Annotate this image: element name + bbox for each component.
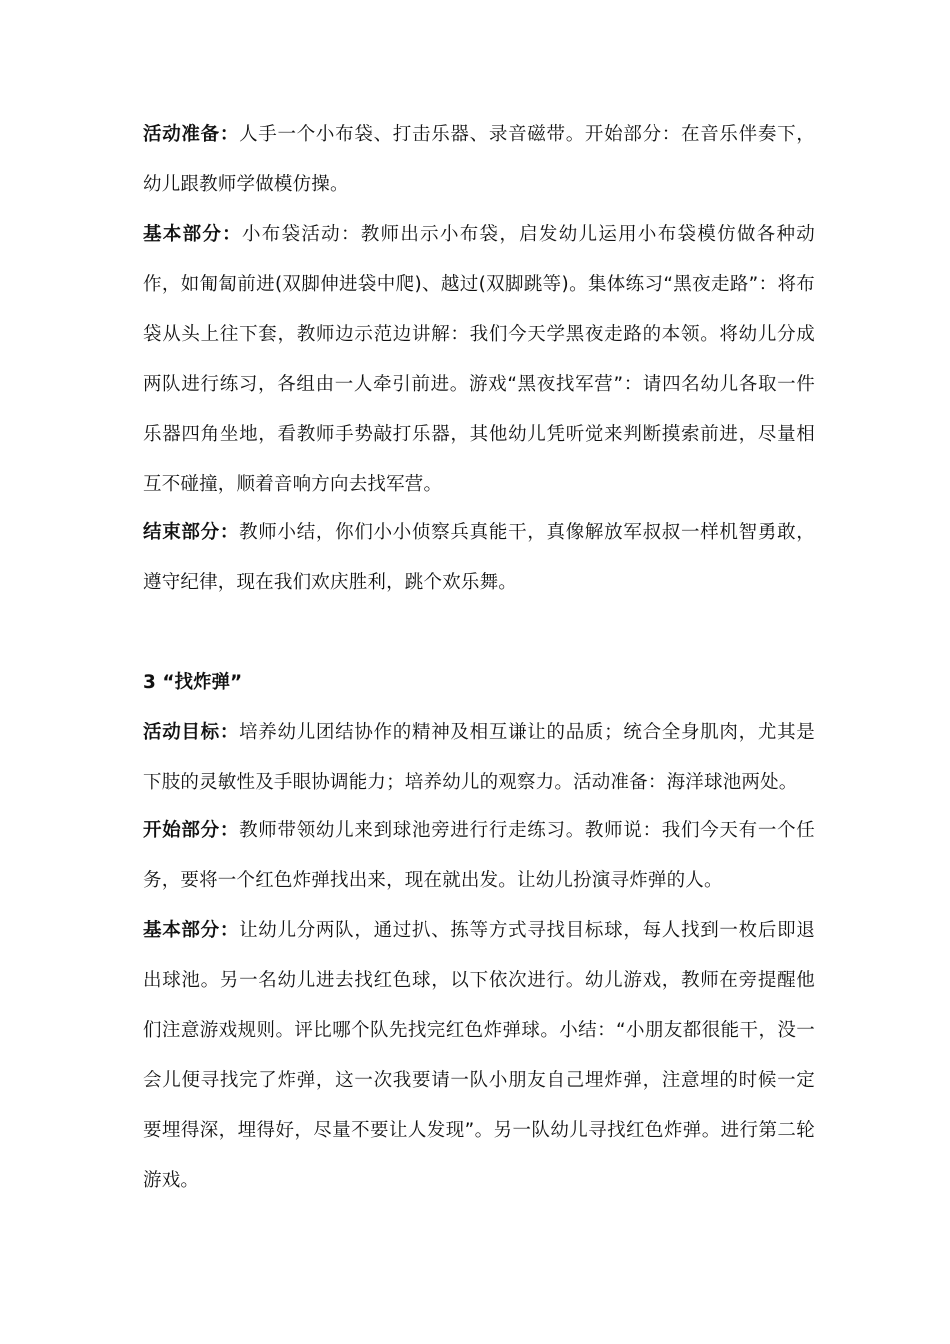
paragraph-text: 人手一个小布袋、打击乐器、录音磁带。开始部分：在音乐伴奏下，幼儿跟教师学做模仿操。 xyxy=(143,124,815,195)
paragraph-label: 结束部分： xyxy=(143,522,240,543)
paragraph-label: 基本部分： xyxy=(143,224,242,245)
paragraph-basic-part xyxy=(143,210,815,510)
paragraph-text: 让幼儿分两队，通过扒、拣等方式寻找目标球，每人找到一枚后即退出球池。另一名幼儿进去找红色球，以下依次进行。幼儿游戏，教师在旁提醒他们注意游戏规则。评比哪个队先找完红色炸弹球。小结：“小朋友都很能干，没一会儿便寻找完了炸弹，这一次我要请一队小朋友自己埋炸弹，注意埋的时候一定要埋得深，埋得好，尽量不要让人发现”。另一队幼儿寻找红色炸弹。进行第二轮游戏。 xyxy=(143,920,815,1191)
paragraph-text: 教师带领幼儿来到球池旁进行行走练习。教师说：我们今天有一个任务，要将一个红色炸弹找出来，现在就出发。让幼儿扮演寻炸弹的人。 xyxy=(143,820,815,891)
paragraph-start-part xyxy=(143,806,815,906)
paragraph-label: 基本部分： xyxy=(143,920,240,941)
section-heading: 3 “找炸弹” xyxy=(143,672,243,693)
paragraph-label: 开始部分： xyxy=(143,820,240,841)
paragraph-activity-goal xyxy=(143,708,815,808)
paragraph-label: 活动目标： xyxy=(143,722,240,743)
paragraph-text: 小布袋活动：教师出示小布袋，启发幼儿运用小布袋模仿做各种动作，如匍匐前进(双脚伸进袋中爬)、越过(双脚跳等)。集体练习“黑夜走路”：将布袋从头上往下套，教师边示范边讲解：我们今天学黑夜走路的本领。将幼儿分成两队进行练习，各组由一人牵引前进。游戏“黑夜找军营”：请四名幼儿各取一件乐器四角坐地，看教师手势敲打乐器，其他幼儿凭听觉来判断摸索前进，尽量相互不碰撞，顺着音响方向去找军营。 xyxy=(143,224,815,495)
paragraph-ending-part xyxy=(143,508,815,608)
paragraph-basic-part-2 xyxy=(143,906,815,1206)
paragraph-label: 活动准备： xyxy=(143,124,240,145)
paragraph-text: 培养幼儿团结协作的精神及相互谦让的品质；统合全身肌肉，尤其是下肢的灵敏性及手眼协调能力；培养幼儿的观察力。活动准备：海洋球池两处。 xyxy=(143,722,815,793)
paragraph-activity-preparation xyxy=(143,110,815,210)
paragraph-text: 教师小结，你们小小侦察兵真能干，真像解放军叔叔一样机智勇敢，遵守纪律，现在我们欢庆胜利，跳个欢乐舞。 xyxy=(143,522,815,593)
